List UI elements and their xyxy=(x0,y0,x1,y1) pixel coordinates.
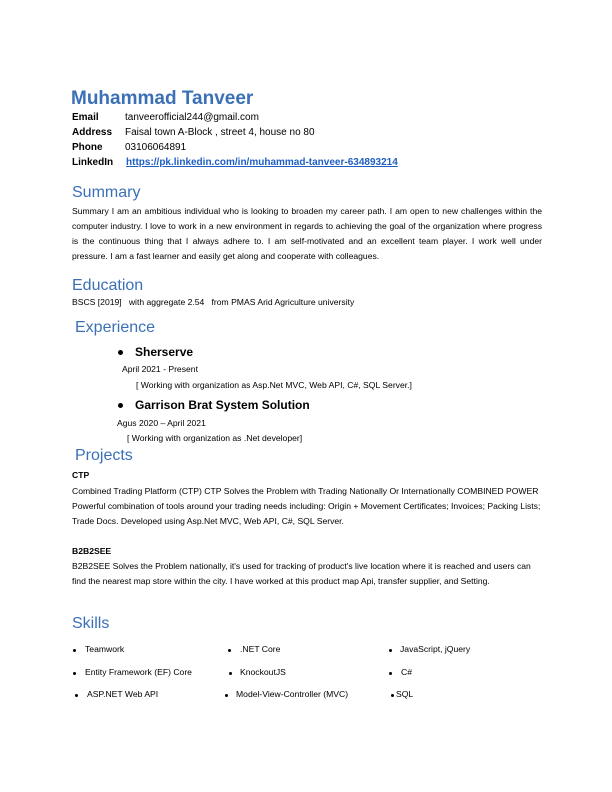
skill-item: Model-View-Controller (MVC) xyxy=(236,689,349,699)
bullet-icon xyxy=(75,694,78,697)
bullet-icon xyxy=(225,694,228,697)
experience-company: Sherserve xyxy=(135,345,194,359)
project-title: CTP xyxy=(72,470,90,480)
experience-dates: Agus 2020 – April 2021 xyxy=(117,418,206,428)
skill-item: C# xyxy=(401,667,412,677)
experience-desc: [ Working with organization as .Net developer] xyxy=(127,433,303,443)
skills-heading: Skills xyxy=(72,615,110,632)
project-text: Combined Trading Platform (CTP) CTP Solves the Problem with Trading Nationally Or Internationally COMBINED POWER Powerful combination of tools around your trading needs including: Origin + Movement Certificates; Invoices; Packing Lists; Trade Docs. Developed using Asp.Net MVC, Web API, C#, SQL Server. xyxy=(72,486,541,526)
project-title: B2B2SEE xyxy=(72,546,112,556)
projects-heading: Projects xyxy=(75,447,133,464)
skill-item: ASP.NET Web API xyxy=(87,689,159,699)
bullet-icon xyxy=(389,672,392,675)
experience-dates: April 2021 - Present xyxy=(122,364,198,374)
bullet-icon xyxy=(73,672,76,675)
experience-company: Garrison Brat System Solution xyxy=(135,398,310,412)
education-text: BSCS [2019] with aggregate 2.54 from PMAS Arid Agriculture university xyxy=(72,297,355,307)
linkedin-label: LinkedIn xyxy=(72,157,114,168)
bullet-icon xyxy=(118,403,123,408)
phone-label: Phone xyxy=(72,142,103,153)
email-value: tanveerofficial244@gmail.com xyxy=(125,112,259,123)
address-label: Address xyxy=(72,127,113,138)
summary-text: Summary I am an ambitious individual who is looking to broaden my career path. I am open to new challenges within the computer industry. I love to work in a new environment in regards to achieving the goal of the organization where progress is the continuous thing that I always adhere to. I am self-motivated and an excellent team player. I work well under pressure. I am a fast learner and easily get along and cooperate with colleagues. xyxy=(72,206,542,261)
experience-desc: [ Working with organization as Asp.Net MVC, Web API, C#, SQL Server.] xyxy=(136,380,412,390)
skill-item: Entity Framework (EF) Core xyxy=(85,667,192,677)
experience-heading: Experience xyxy=(75,319,156,336)
skill-item: .NET Core xyxy=(240,644,281,654)
skill-item: JavaScript, jQuery xyxy=(400,644,471,654)
address-value: Faisal town A-Block , street 4, house no 80 xyxy=(125,127,315,138)
phone-value: 03106064891 xyxy=(125,142,187,153)
skill-item: Teamwork xyxy=(85,644,125,654)
bullet-icon xyxy=(73,649,76,652)
summary-heading: Summary xyxy=(72,184,141,201)
education-heading: Education xyxy=(72,277,144,294)
skill-item: KnockoutJS xyxy=(240,667,286,677)
skill-item: SQL xyxy=(396,689,414,699)
bullet-icon xyxy=(228,649,231,652)
bullet-icon xyxy=(229,672,232,675)
candidate-name: Muhammad Tanveer xyxy=(71,88,254,109)
project-text: B2B2SEE Solves the Problem nationally, it's used for tracking of product's live location where it is reached and users can find the nearest map store within the city. I have worked at this product map Api, transfer supplier, and Setting. xyxy=(72,561,531,586)
bullet-icon xyxy=(389,649,392,652)
email-label: Email xyxy=(72,112,99,123)
bullet-icon xyxy=(118,350,123,355)
linkedin-link[interactable]: https://pk.linkedin.com/in/muhammad-tanveer-634893214 xyxy=(126,157,398,168)
bullet-icon xyxy=(391,694,394,697)
